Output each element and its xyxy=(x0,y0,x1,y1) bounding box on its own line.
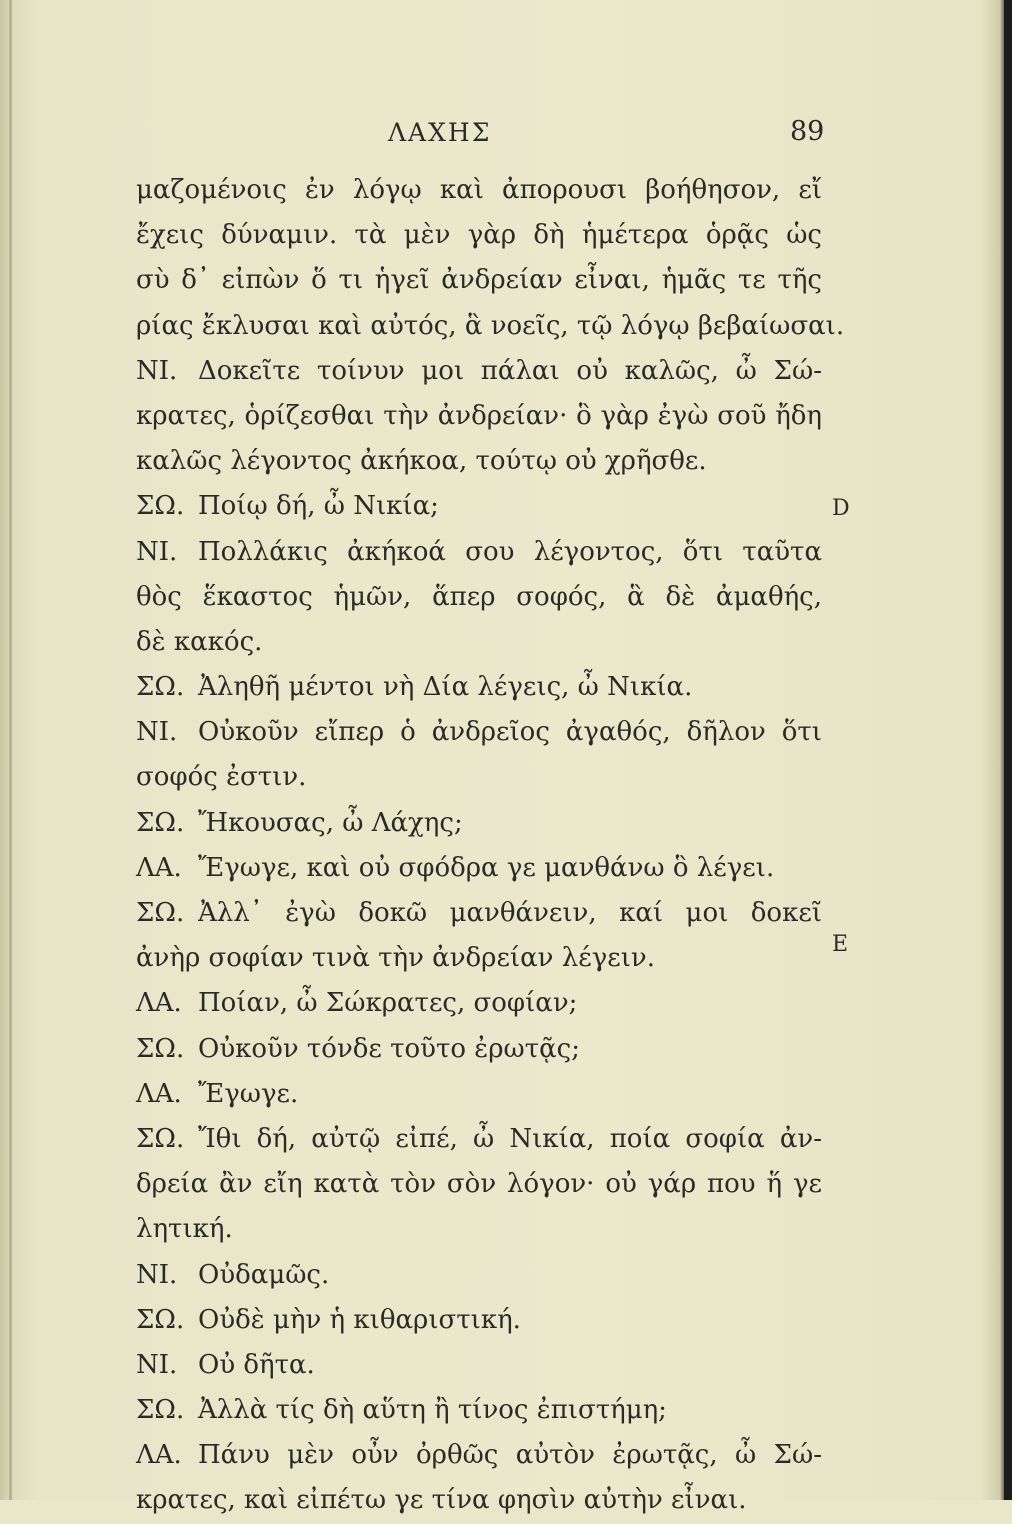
text-line xyxy=(136,620,822,665)
text-line xyxy=(136,530,822,575)
speaker-label: ΣΩ. xyxy=(136,1395,185,1426)
text-line xyxy=(136,891,822,936)
dialogue-text xyxy=(136,168,845,1524)
text-line xyxy=(136,258,822,303)
speaker-label: ΝΙ. xyxy=(136,1259,178,1290)
text-line xyxy=(136,1207,822,1252)
line-text: Ἀλλ᾽ ἐγὼ δοκῶ μανθάνειν, καί μοι δοκεῖ xyxy=(198,898,822,928)
speaker-label: ΝΙ. xyxy=(136,717,178,748)
page-header xyxy=(0,118,1012,158)
line-text: σοφός ἐστιν. xyxy=(136,762,307,793)
text-line xyxy=(136,439,822,484)
line-text: ἀνὴρ σοφίαν τινὰ τὴν ἀνδρείαν λέγειν. xyxy=(136,943,655,974)
speaker-label: ΝΙ. xyxy=(136,355,178,386)
speaker-label: ΝΙ. xyxy=(136,1349,178,1380)
speaker-label: ΣΩ. xyxy=(136,1033,185,1064)
line-text: δρεία ἂν εἴη κατὰ τὸν σὸν λόγον· οὐ γάρ που ἥ γε xyxy=(136,1169,822,1200)
text-line xyxy=(136,1162,822,1207)
line-text: Οὐκοῦν εἴπερ ὁ ἀνδρεῖος ἀγαθός, δῆλον ὅτι xyxy=(198,717,822,748)
line-text: Ἔγωγε. xyxy=(198,1078,299,1109)
line-text: ἔχεις δύναμιν. τὰ μὲν γὰρ δὴ ἡμέτερα ὁρᾷς ὡς xyxy=(136,220,822,251)
line-text: δὲ κακός. xyxy=(136,626,263,657)
line-text: κρατες, ὁρίζεσθαι τὴν ἀνδρείαν· ὃ γὰρ ἐγὼ σοῦ ἤδη xyxy=(136,400,822,431)
speaker-label: ΣΩ. xyxy=(136,1304,185,1335)
text-line xyxy=(136,394,822,439)
speaker-label: ΣΩ. xyxy=(136,898,185,928)
line-text: Οὐδαμῶς. xyxy=(198,1259,330,1290)
binding-gutter xyxy=(9,0,12,1500)
text-line xyxy=(136,349,822,394)
text-line xyxy=(136,981,822,1026)
margin-marker-d: D xyxy=(832,496,850,521)
line-text: Δοκεῖτε τοίνυν μοι πάλαι οὐ καλῶς, ὦ Σώ- xyxy=(198,355,822,386)
line-text: Ποίῳ δή, ὦ Νικία; xyxy=(198,491,439,522)
speaker-label: ΣΩ. xyxy=(136,807,185,838)
text-line xyxy=(136,304,845,349)
speaker-label: ΝΙ. xyxy=(136,536,178,567)
line-text: λητική. xyxy=(136,1214,233,1245)
speaker-label: ΛΑ. xyxy=(136,1440,182,1471)
text-line xyxy=(136,1027,822,1072)
line-text: Οὐδὲ μὴν ἡ κιθαριστική. xyxy=(198,1304,521,1335)
line-text: Ἔγωγε, καὶ οὐ σφόδρα γε μανθάνω ὃ λέγει. xyxy=(198,852,775,883)
text-line xyxy=(136,168,822,213)
text-line xyxy=(136,665,822,710)
line-text: ρίας ἔκλυσαι καὶ αὐτός, ἃ νοεῖς, τῷ λόγῳ βεβαίωσαι. xyxy=(136,310,845,341)
page-number: 89 xyxy=(790,116,825,147)
line-text: Ποίαν, ὦ Σώκρατες, σοφίαν; xyxy=(198,988,578,1019)
line-text: Ἀλλὰ τίς δὴ αὕτη ἢ τίνος ἐπιστήμη; xyxy=(198,1395,667,1426)
line-text: μαζομένοις ἐν λόγῳ καὶ ἀπορουσι βοήθησον, εἴ xyxy=(136,175,822,205)
line-text: Ἀληθῆ μέντοι νὴ Δία λέγεις, ὦ Νικία. xyxy=(198,672,693,703)
text-line xyxy=(136,1478,822,1523)
text-line xyxy=(136,1433,822,1478)
line-text: θὸς ἕκαστος ἡμῶν, ἅπερ σοφός, ἃ δὲ ἀμαθής, xyxy=(136,581,822,612)
text-line xyxy=(136,936,822,981)
line-text: σὺ δ᾽ εἰπὼν ὅ τι ἡγεῖ ἀνδρείαν εἶναι, ἡμᾶς τε τῆς xyxy=(136,265,822,296)
text-line xyxy=(136,484,822,529)
text-line xyxy=(136,755,822,800)
text-line xyxy=(136,1298,822,1343)
speaker-label: ΛΑ. xyxy=(136,852,182,883)
page-edge-shadow xyxy=(1004,0,1012,1500)
text-line xyxy=(136,801,822,846)
margin-marker-e: E xyxy=(832,932,849,957)
line-text: Ἤκουσας, ὦ Λάχης; xyxy=(198,807,463,838)
speaker-label: ΛΑ. xyxy=(136,1078,182,1109)
line-text: Οὐ δῆτα. xyxy=(198,1349,315,1380)
text-line xyxy=(136,1343,822,1388)
running-title: ΛΑΧΗΣ xyxy=(388,118,492,147)
text-line xyxy=(136,1253,822,1298)
line-text: καλῶς λέγοντος ἀκήκοα, τούτῳ οὐ χρῆσθε. xyxy=(136,446,707,477)
line-text: Οὐκοῦν τόνδε τοῦτο ἐρωτᾷς; xyxy=(198,1033,580,1064)
line-text: Ἴθι δή, αὐτῷ εἰπέ, ὦ Νικία, ποία σοφία ἀν- xyxy=(198,1123,822,1154)
line-text: Πολλάκις ἀκήκοά σου λέγοντος, ὅτι ταῦτα xyxy=(198,536,822,567)
text-line xyxy=(136,575,822,620)
speaker-label: ΣΩ. xyxy=(136,1123,185,1154)
text-line xyxy=(136,1388,822,1433)
text-line xyxy=(136,1072,822,1117)
text-line xyxy=(136,1117,822,1162)
speaker-label: ΣΩ. xyxy=(136,672,185,703)
text-line xyxy=(136,846,822,891)
line-text: Πάνυ μὲν οὖν ὀρθῶς αὐτὸν ἐρωτᾷς, ὦ Σώ- xyxy=(198,1440,822,1471)
speaker-label: ΣΩ. xyxy=(136,491,185,522)
line-text: κρατες, καὶ εἰπέτω γε τίνα φησὶν αὐτὴν εἶναι. xyxy=(136,1485,747,1516)
text-line xyxy=(136,213,822,258)
speaker-label: ΛΑ. xyxy=(136,988,182,1019)
text-line xyxy=(136,710,822,755)
